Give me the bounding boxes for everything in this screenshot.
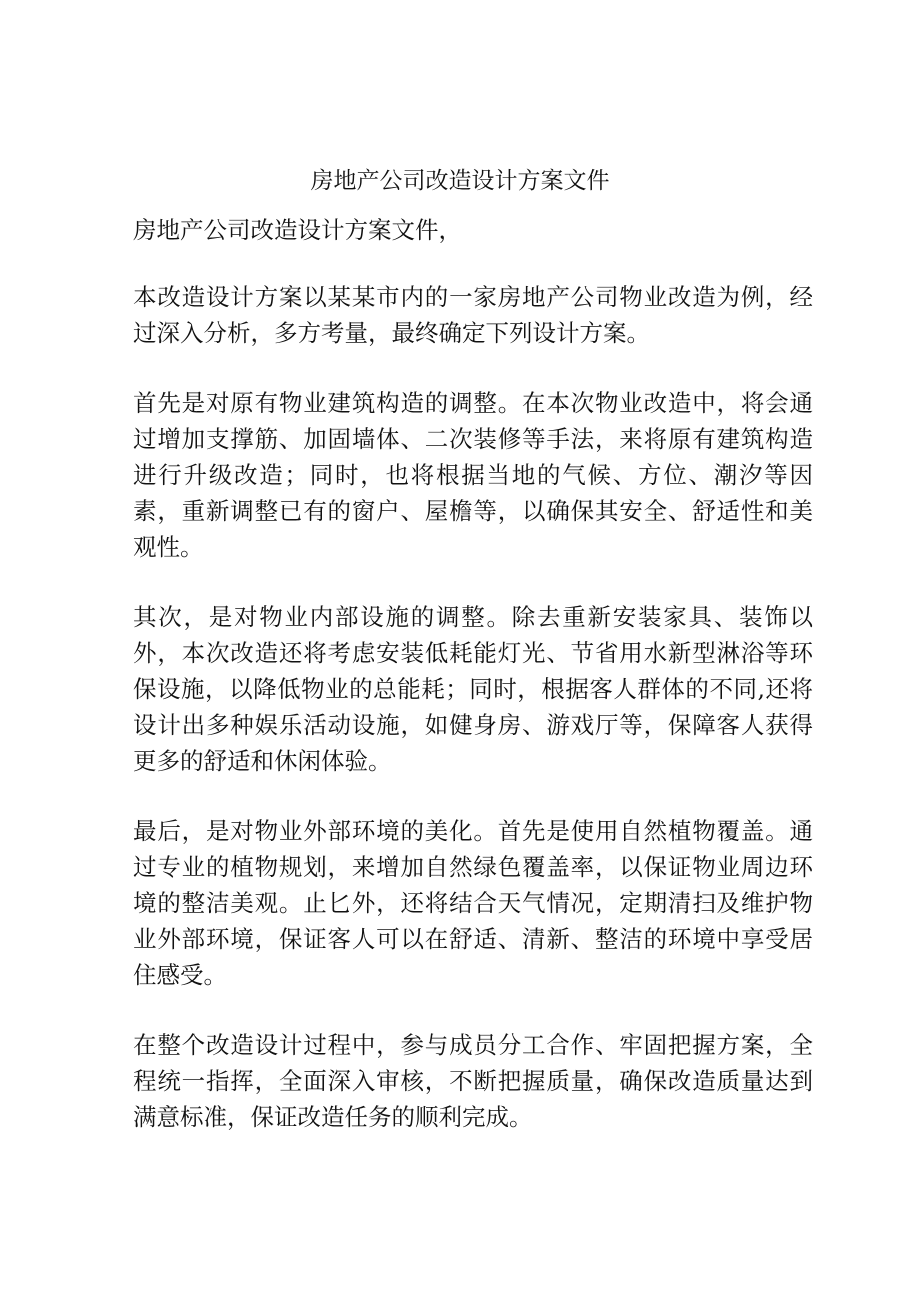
conclusion-paragraph: 在整个改造设计过程中，参与成员分工合作、牢固把握方案，全程统一指挥，全面深入审核，不断把握质量，确保改造质量达到满意标准，保证改造任务的顺利完成。 bbox=[133, 1031, 813, 1131]
exterior-paragraph: 最后，是对物业外部环境的美化。首先是使用自然植物覆盖。通过专业的植物规划，来增加自然绿色覆盖率，以保证物业周边环境的整洁美观。止匕外，还将结合天气情况，定期清扫及维护物业外部环境，保证客人可以在舒适、清新、整洁的环境中享受居住感受。 bbox=[133, 817, 813, 989]
document-title: 房地产公司改造设计方案文件 bbox=[310, 168, 610, 194]
interior-paragraph: 其次，是对物业内部设施的调整。除去重新安装家具、装饰以外，本次改造还将考虑安装低耗能灯光、节省用水新型淋浴等环保设施，以降低物业的总能耗；同时，根据客人群体的不同,还将设计出多种娱乐活动设施，如健身房、游戏厅等，保障客人获得更多的舒适和休闲体验。 bbox=[133, 603, 813, 775]
document-body bbox=[133, 212, 813, 1169]
structure-paragraph: 首先是对原有物业建筑构造的调整。在本次物业改造中，将会通过增加支撑筋、加固墙体、二次装修等手法，来将原有建筑构造进行升级改造；同时，也将根据当地的气候、方位、潮汐等因素，重新调整已有的窗户、屋檐等，以确保其安全、舒适性和美观性。 bbox=[133, 389, 813, 561]
intro-paragraph: 房地产公司改造设计方案文件， bbox=[133, 216, 462, 244]
overview-paragraph: 本改造设计方案以某某市内的一家房地产公司物业改造为例，经过深入分析，多方考量，最终确定下列设计方案。 bbox=[133, 283, 813, 347]
